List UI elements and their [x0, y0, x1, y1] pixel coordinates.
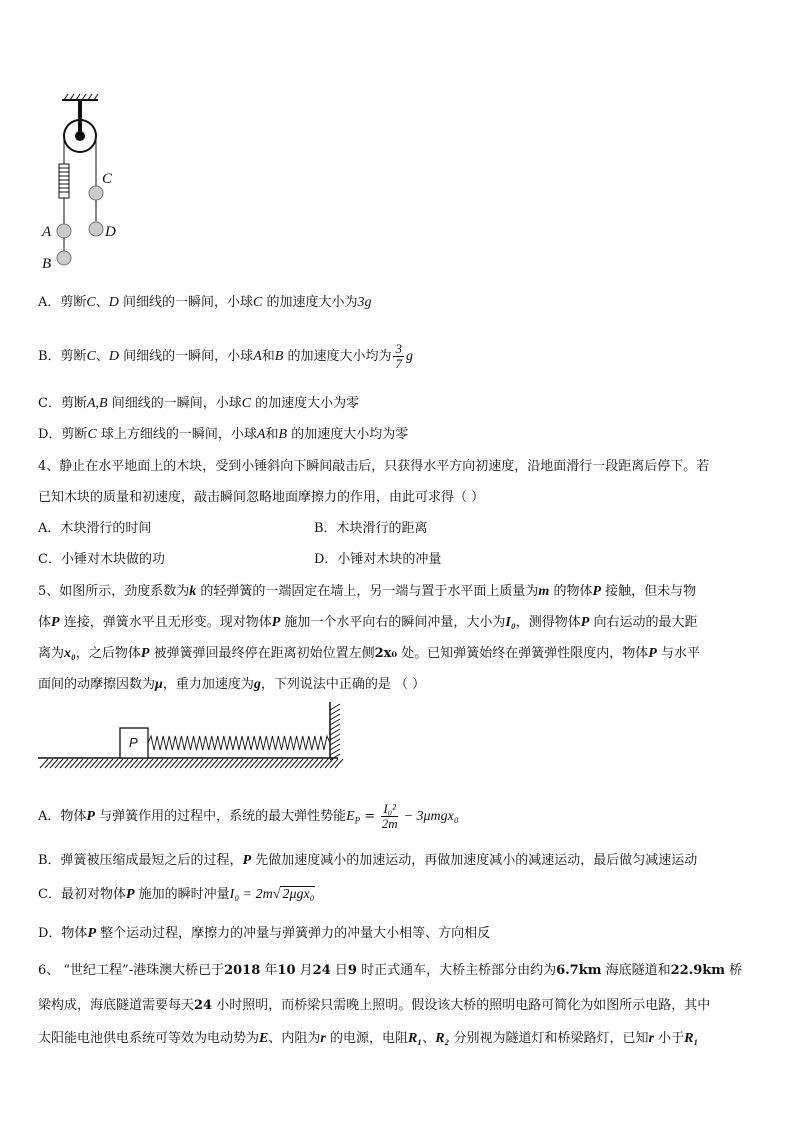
pulley-figure: [40, 90, 150, 275]
horizontal-spring: [148, 736, 330, 750]
q4-stem-line1: 4、静止在水平地面上的木块，受到小锤斜向下瞬间敲击后，只获得水平方向初速度，沿地面滑行一段距离后停下。若: [38, 459, 710, 474]
block-p-label: P: [129, 735, 138, 750]
ball-b: [57, 251, 71, 265]
q5-stem-line3: 离为x₀，之后物体P 被弹簧弹回最终停在距离初始位置左侧2x₀ 处。已知弹簧始终在弹簧弹性限度内，物体P 与水平: [38, 646, 700, 661]
q3-option-c: C．剪断A,B 间细线的一瞬间，小球C 的加速度大小为零: [38, 396, 360, 411]
q5-stem-line1: 5、如图所示，劲度系数为k 的轻弹簧的一端固定在墙上，另一端与置于水平面上质量为m 的物体P 接触，但未与物: [38, 584, 697, 599]
q5-option-d: D．物体P 整个运动过程，摩擦力的冲量与弹簧弹力的冲量大小相等、方向相反: [38, 926, 491, 941]
ep-fraction: $\frac{\text{I₀²}}{2m}$: [381, 801, 398, 831]
q6-stem-line3: 太阳能电池供电系统可等效为电动势为E、内阻为r 的电源，电阻R₁、R₂ 分别视为隧道灯和桥梁路灯，已知r 小于R₁: [38, 1031, 699, 1046]
fraction-3-7: $\frac{3}{7}$: [395, 341, 402, 371]
label-c: C: [102, 171, 113, 187]
label-b: B: [42, 256, 52, 272]
q5-stem-line2: 体P 连接，弹簧水平且无形变。现对物体P 施加一个水平向右的瞬间冲量，大小为I₀，测得物体P 向右运动的最大距: [38, 615, 698, 630]
ball-a: [57, 224, 71, 238]
q3-option-b: B．剪断C、D 间细线的一瞬间，小球A和B 的加速度大小均为 $\frac{3}{7}$ g: [38, 341, 413, 371]
q4-option-b: B．木块滑行的距离: [314, 521, 428, 536]
q5-option-c: C．最初对物体P 施加的瞬时冲量I₀ = 2m√ 2μgx₀: [38, 887, 315, 902]
q3-option-d: D．剪断C 球上方细线的一瞬间，小球A和B 的加速度大小均为零: [38, 427, 409, 442]
q4-option-c: C．小锤对木块做的功: [38, 552, 165, 567]
q6-stem-line2: 梁构成，海底隧道需要每天24 小时照明，而桥梁只需晚上照明。假设该大桥的照明电路可简化为如图所示电路，其中: [38, 998, 711, 1013]
ball-d: [89, 222, 103, 236]
q4-option-a: A．木块滑行的时间: [38, 521, 152, 536]
q4-options-row2: [38, 551, 758, 569]
q5-stem-line4: 面间的动摩擦因数为μ，重力加速度为g，下列说法中正确的是 （ ）: [38, 677, 426, 692]
label-d: D: [105, 224, 116, 240]
q5-option-a: A．物体P 与弹簧作用的过程中，系统的最大弹性势能$E_P$ = $\frac{\text{I₀²}}{2m}$ − 3μmgx₀: [38, 801, 459, 831]
floor: [38, 758, 343, 768]
q3-option-a: A．剪断C、D 间细线的一瞬间，小球C 的加速度大小为3g: [38, 295, 372, 310]
q6-stem-line1: 6、 “世纪工程”-港珠澳大桥已于2018 年10 月24 日9 时正式通车，大桥主桥部分由约为6.7km 海底隧道和22.9km 桥: [38, 963, 743, 978]
q4-options-row1: [38, 520, 758, 538]
spring: [59, 164, 69, 198]
q5-option-b: B．弹簧被压缩成最短之后的过程，P 先做加速度减小的加速运动，再做加速度减小的减速运动，最后做匀减速运动: [38, 853, 698, 868]
spring-block-figure: [38, 702, 344, 774]
q4-stem-line2: 已知木块的质量和初速度，敲击瞬间忽略地面摩擦力的作用，由此可求得（ ）: [38, 490, 485, 505]
q4-option-d: D．小锤对木块的冲量: [314, 552, 442, 567]
label-a: A: [42, 224, 52, 240]
ceiling: [62, 94, 98, 100]
wall: [330, 702, 340, 760]
ball-c: [89, 186, 103, 200]
